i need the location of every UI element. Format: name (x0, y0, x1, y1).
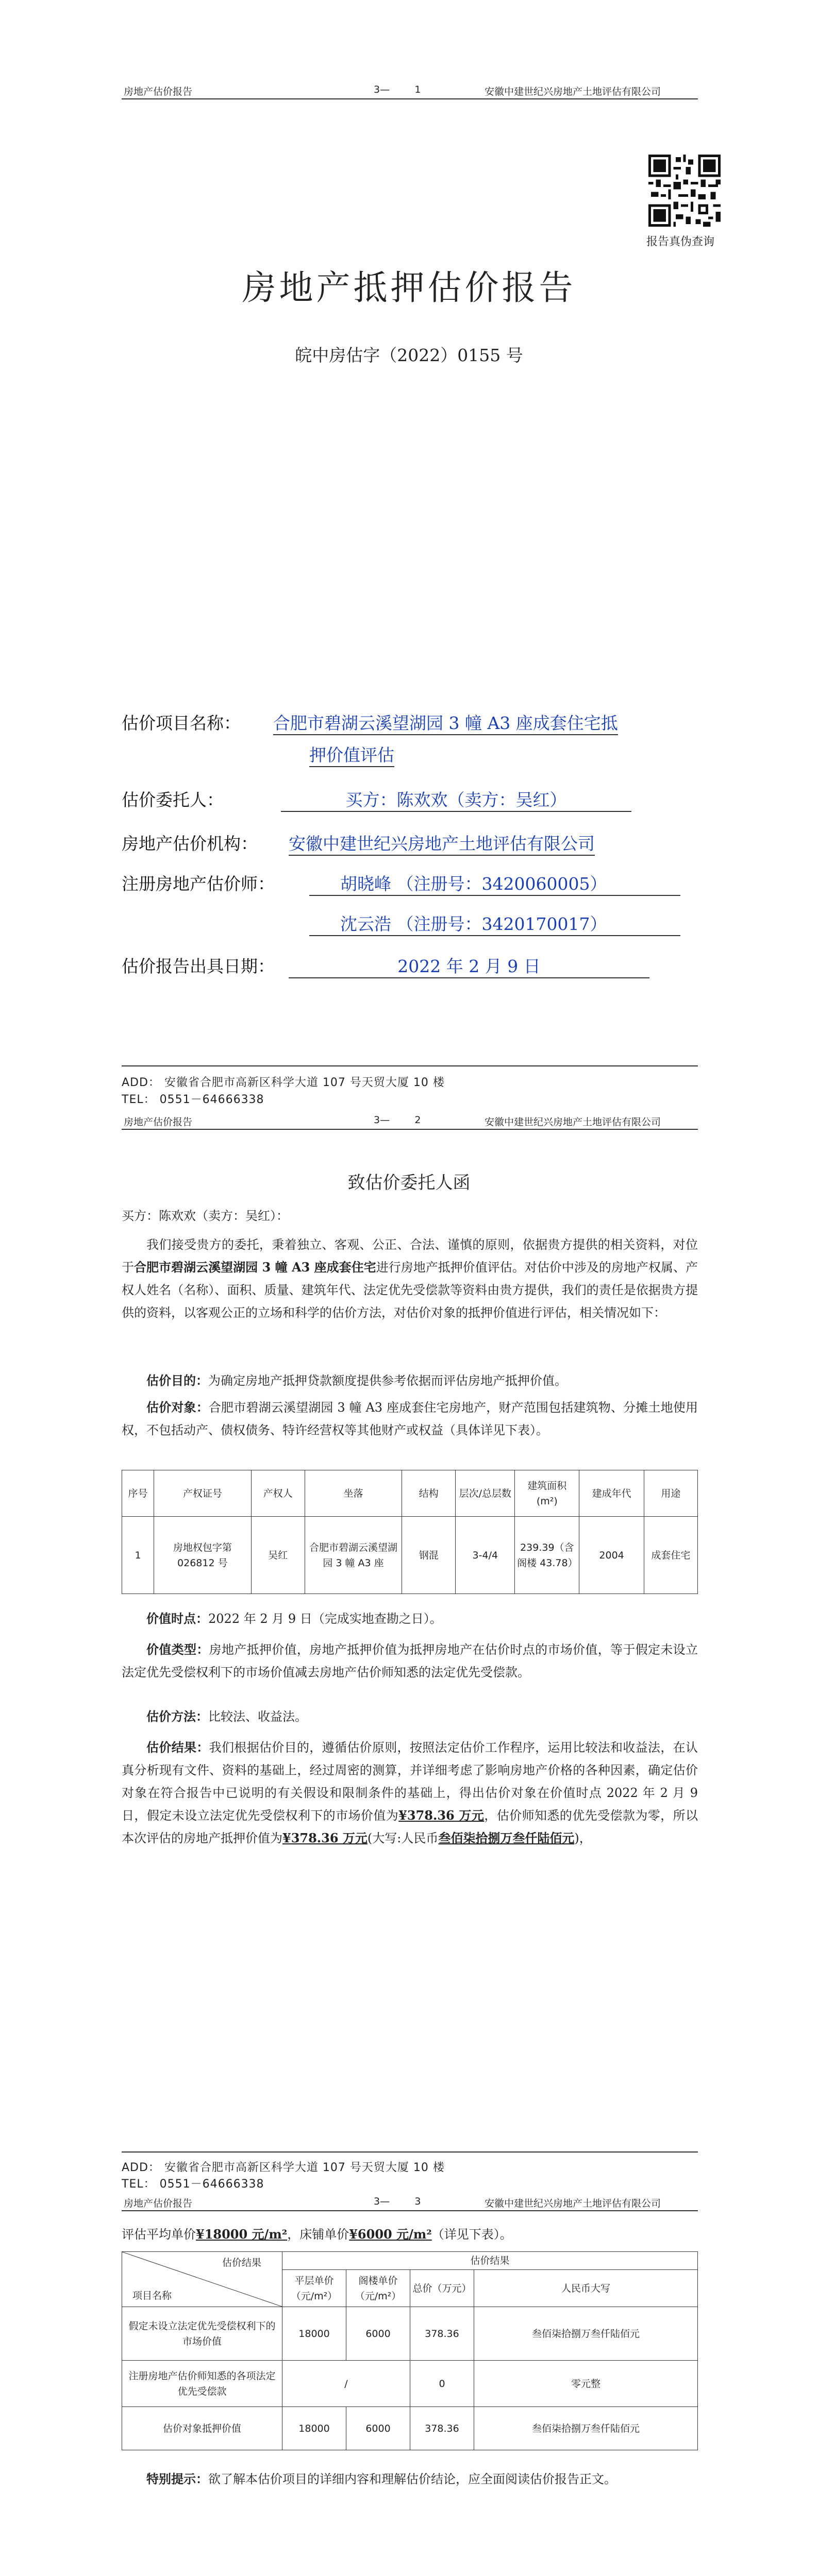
header-right: 安徽中建世纪兴房地产土地评估有限公司 (485, 1116, 661, 1128)
table-cell: 239.39（含阁楼 43.78） (515, 1517, 579, 1594)
qr-code-icon[interactable] (648, 155, 721, 227)
item-name-label: 估价项目名称： (122, 713, 241, 733)
col-header: 建成年代 (579, 1470, 644, 1517)
table-cell: / (282, 2361, 410, 2407)
object-paragraph: 估价对象：合肥市碧湖云溪望湖园 3 幢 A3 座成套住宅房地产，财产范围包括建筑物、分摊土地使用权，不包括动产、债权债务、特许经营权等其他财产或权益（具体详见下表）。 (122, 1400, 698, 1437)
table-cell: 0 (410, 2361, 474, 2407)
table-cell: 叁佰柒拾捌万叁仟陆佰元 (474, 2307, 698, 2361)
table-cell: 吴红 (251, 1517, 305, 1594)
table-row (122, 2407, 698, 2450)
col-header: 序号 (122, 1470, 154, 1517)
header-left: 房地产估价报告 (124, 2198, 193, 2209)
table-header-row (122, 1470, 698, 1517)
document-number: 皖中房估字（2022）0155 号 (295, 345, 523, 365)
result-paragraph: 估价结果：我们根据估价目的，遵循估价原则，按照法定估价工作程序，运用比较法和收益法，在认真分析现有文件、资料的基础上，经过周密的测算，并详细考虑了影响房地产价格的各种因素，确定估价对象在符合报告中已说明的有关假设和限制条件的基础上，得出估价对象在价值时点 2022 年 2 月 9 日，假定未设立法定优先受偿权利下的市场价值为¥378.36 万元，估价师知悉的优先受偿款为零，所以本次评估的房地产抵押价值为¥378.36 万元(大写:人民币叁佰柒拾捌万叁仟陆佰元)， (122, 1740, 698, 1845)
table-cell: 6000 (346, 2407, 410, 2450)
method-paragraph: 估价方法：比较法、收益法。 (146, 1709, 307, 1724)
col-header: 平层单价（元/m²） (282, 2270, 346, 2307)
property-table (122, 1470, 698, 1594)
footer-tel: TEL： 0551－64666338 (122, 1093, 264, 1106)
col-header: 产权人 (251, 1470, 305, 1517)
table-cell: 18000 (282, 2307, 346, 2361)
table-cell: 合肥市碧湖云溪望湖园 3 幢 A3 座 (305, 1517, 402, 1594)
purpose-paragraph: 估价目的：为确定房地产抵押贷款额度提供参考依据而评估房地产抵押价值。 (146, 1373, 567, 1388)
footer-divider (122, 1065, 698, 1066)
table-cell: 假定未设立法定优先受偿权利下的市场价值 (122, 2307, 282, 2361)
col-header: 产权证号 (154, 1470, 251, 1517)
qr-caption: 报告真伪查询 (646, 235, 715, 248)
type-paragraph: 价值类型：房地产抵押价值，房地产抵押价值为抵押房地产在估价时点的市场价值，等于假定未设立法定优先受偿权利下的市场价值减去房地产估价师知悉的法定优先受偿款。 (122, 1642, 698, 1680)
table-cell: 注册房地产估价师知悉的各项法定优先受偿款 (122, 2361, 282, 2407)
header-left: 房地产估价报告 (124, 1116, 193, 1128)
client-value: 买方：陈欢欢（卖方：吴红） (281, 787, 631, 812)
table-cell: 钢混 (402, 1517, 456, 1594)
time-paragraph: 价值时点：2022 年 2 月 9 日（完成实地查勘之日）。 (146, 1611, 442, 1626)
col-header: 人民币大写 (474, 2270, 698, 2307)
report-title: 房地产抵押估价报告 (242, 268, 576, 308)
appraiser-label: 注册房地产估价师： (122, 874, 275, 894)
table-row (122, 1517, 698, 1594)
table-cell: 378.36 (410, 2407, 474, 2450)
page-number: 3— 3 (374, 2196, 421, 2207)
item-name-value-2: 押价值评估 (309, 742, 394, 767)
org-value: 安徽中建世纪兴房地产土地评估有限公司 (289, 831, 595, 856)
header-right: 安徽中建世纪兴房地产土地评估有限公司 (485, 86, 661, 97)
table-cell: 18000 (282, 2407, 346, 2450)
letter-intro: 我们接受贵方的委托，秉着独立、客观、公正、合法、谨慎的原则，依据贵方提供的相关资料，对位于合肥市碧湖云溪望湖园 3 幢 A3 座成套住宅进行房地产抵押价值评估。对估价中涉及的房地产权属、产权人姓名（名称）、面积、质量、建筑年代、法定优先受偿款等资料由贵方提供，我们的责任是依据贵方提供的资料，以客观公正的立场和科学的估价方法，对估价对象的抵押价值进行评估，相关情况如下： (122, 1238, 698, 1320)
col-header: 阁楼单价（元/m²） (346, 2270, 410, 2307)
diag-bottom-label: 项目名称 (132, 2290, 172, 2301)
page-number: 3— 1 (374, 84, 421, 95)
table-row (122, 2361, 698, 2407)
col-header: 用途 (644, 1470, 697, 1517)
footer-address: ADD： 安徽省合肥市高新区科学大道 107 号天贸大厦 10 楼 (122, 1076, 445, 1089)
appraiser-1: 胡晓峰 （注册号：3420060005） (309, 871, 680, 896)
header-divider (122, 98, 698, 99)
letter-title: 致估价委托人函 (347, 1173, 471, 1193)
table-cell: 房地权包字第 026812 号 (154, 1517, 251, 1594)
header-left: 房地产估价报告 (124, 86, 193, 97)
header-right: 安徽中建世纪兴房地产土地评估有限公司 (485, 2198, 661, 2209)
unit-price-paragraph: 评估平均单价¥18000 元/m²，床铺单价¥6000 元/m²（详见下表）。 (122, 2227, 512, 2242)
client-label: 估价委托人： (122, 790, 224, 810)
date-value: 2022 年 2 月 9 日 (289, 953, 649, 978)
col-header: 坐落 (305, 1470, 402, 1517)
col-header: 建筑面积(m²) (515, 1470, 579, 1517)
footer-address: ADD： 安徽省合肥市高新区科学大道 107 号天贸大厦 10 楼 (122, 2161, 445, 2174)
table-cell: 378.36 (410, 2307, 474, 2361)
table-cell: 成套住宅 (644, 1517, 697, 1594)
table-cell: 3-4/4 (456, 1517, 515, 1594)
date-label: 估价报告出具日期： (122, 956, 275, 976)
item-name-value-1: 合肥市碧湖云溪望湖园 3 幢 A3 座成套住宅抵 (273, 710, 618, 735)
col-header: 层次/总层数 (456, 1470, 515, 1517)
result-table (122, 2251, 698, 2450)
org-label: 房地产估价机构： (122, 834, 258, 854)
header-divider (122, 1129, 698, 1130)
col-header: 总价（万元） (410, 2270, 474, 2307)
diag-top-label: 估价结果 (222, 2257, 261, 2268)
table-cell: 估价对象抵押价值 (122, 2407, 282, 2450)
table-row (122, 2307, 698, 2361)
header-divider (122, 2210, 698, 2211)
footer-divider (122, 2151, 698, 2153)
appraiser-2: 沈云浩 （注册号：3420170017） (309, 911, 680, 936)
table-cell: 6000 (346, 2307, 410, 2361)
footer-tel: TEL： 0551－64666338 (122, 2178, 264, 2191)
table-cell: 2004 (579, 1517, 644, 1594)
letter-addressee: 买方：陈欢欢（卖方：吴红）： (122, 1209, 289, 1223)
notice-paragraph: 特别提示：欲了解本估价项目的详细内容和理解估价结论，应全面阅读估价报告正文。 (146, 2471, 616, 2486)
diagonal-header-cell (122, 2252, 282, 2307)
group-header: 估价结果 (282, 2252, 698, 2270)
page-number: 3— 2 (374, 1114, 421, 1126)
table-cell: 零元整 (474, 2361, 698, 2407)
table-cell: 1 (122, 1517, 154, 1594)
col-header: 结构 (402, 1470, 456, 1517)
table-cell: 叁佰柒拾捌万叁仟陆佰元 (474, 2407, 698, 2450)
